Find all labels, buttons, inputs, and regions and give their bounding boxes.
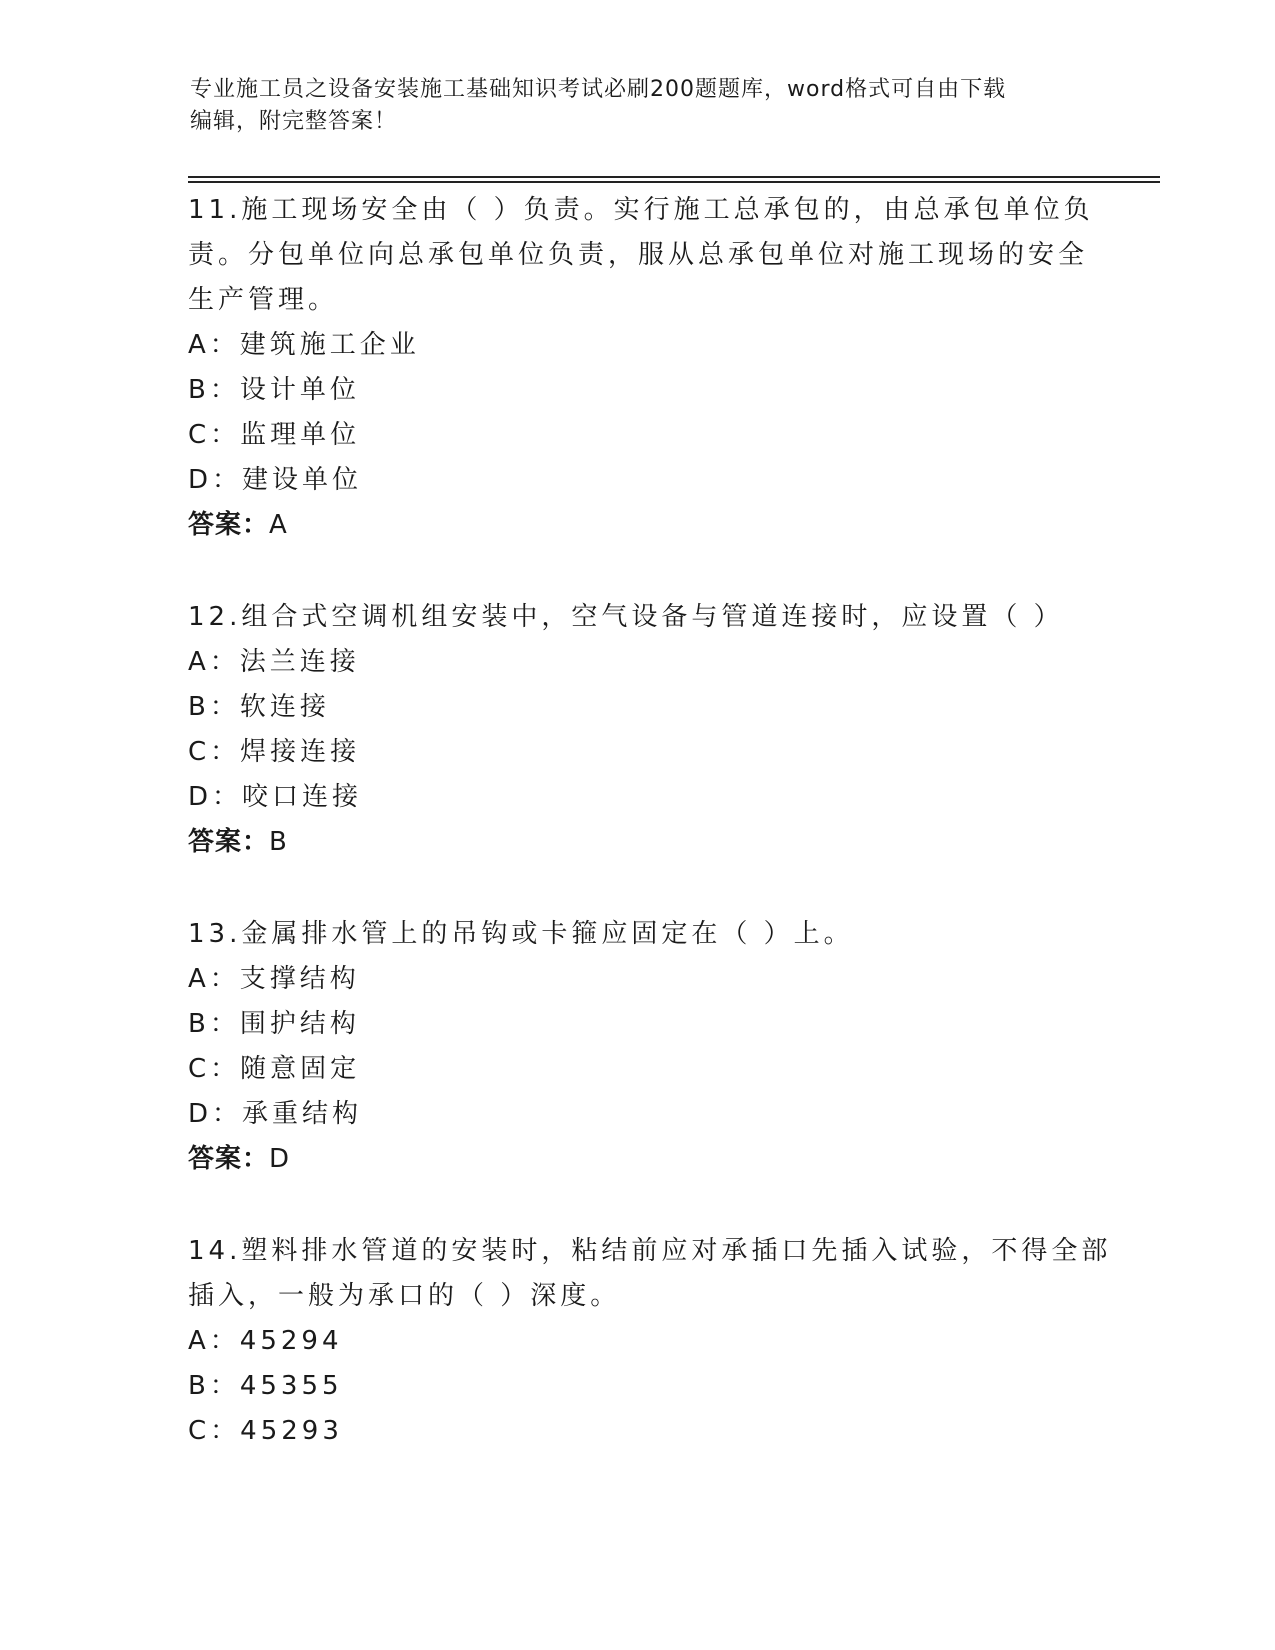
option-d: D：咬口连接: [188, 782, 363, 812]
question-stem-line: 插入，一般为承口的（ ）深度。: [188, 1281, 621, 1311]
header-rule-bottom: [188, 181, 1160, 183]
option-a: A：法兰连接: [188, 647, 360, 677]
header-rule-top: [188, 176, 1160, 178]
option-c: C：焊接连接: [188, 737, 361, 767]
option-d: D：承重结构: [188, 1099, 363, 1129]
answer-line: [188, 1139, 290, 1179]
answer-value: D: [269, 1144, 291, 1174]
option-d: D：建设单位: [188, 465, 363, 495]
question-stem-line: 生产管理。: [188, 285, 339, 315]
question-stem-line: 11.施工现场安全由（ ）负责。实行施工总承包的，由总承包单位负: [188, 195, 1094, 225]
option-a: A：45294: [188, 1326, 343, 1356]
header-line-1: 专业施工员之设备安装施工基础知识考试必刷200题题库，word格式可自由下载: [190, 77, 1007, 102]
option-b: B：45355: [188, 1371, 343, 1401]
question-stem-line: 责。分包单位向总承包单位负责，服从总承包单位对施工现场的安全: [188, 240, 1089, 270]
option-b: B：设计单位: [188, 375, 360, 405]
answer-label: 答案：: [188, 510, 270, 540]
answer-line: [188, 505, 288, 545]
option-c: C：监理单位: [188, 420, 361, 450]
answer-label: 答案：: [188, 1144, 270, 1174]
option-a: A：支撑结构: [188, 964, 360, 994]
answer-line: [188, 822, 288, 862]
question-stem-line: 12.组合式空调机组安装中，空气设备与管道连接时，应设置（ ）: [188, 602, 1064, 632]
option-b: B：围护结构: [188, 1009, 360, 1039]
option-a: A：建筑施工企业: [188, 330, 420, 360]
option-c: C：45293: [188, 1416, 343, 1446]
question-stem-line: 14.塑料排水管道的安装时，粘结前应对承插口先插入试验，不得全部: [188, 1236, 1112, 1266]
question-stem-line: 13.金属排水管上的吊钩或卡箍应固定在（ ）上。: [188, 919, 854, 949]
option-c: C：随意固定: [188, 1054, 361, 1084]
option-b: B：软连接: [188, 692, 330, 722]
answer-label: 答案：: [188, 827, 270, 857]
answer-value: B: [269, 827, 288, 857]
answer-value: A: [269, 510, 288, 540]
header-line-2: 编辑，附完整答案！: [190, 109, 398, 134]
